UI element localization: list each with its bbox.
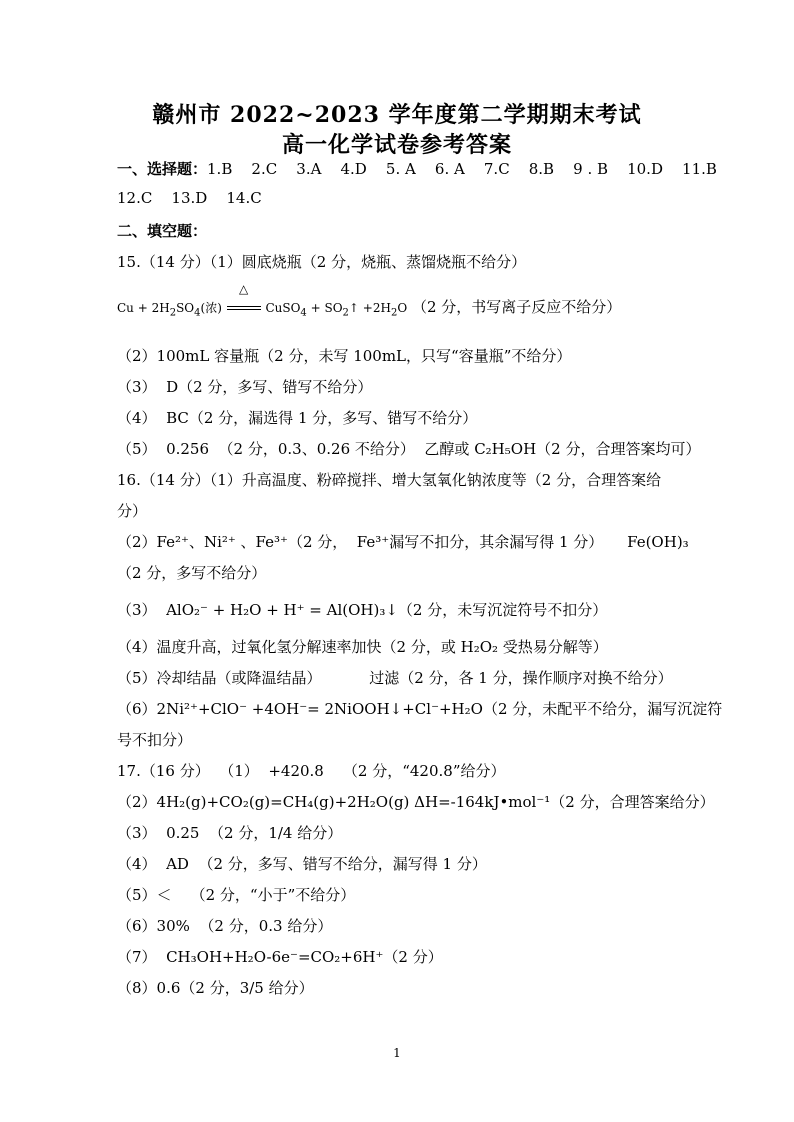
q17-line4: （4） AD （2 分，多写、错写不给分，漏写得 1 分） <box>117 855 487 873</box>
q15-eq-left: $Cu + 2H_2SO_4$(浓) <box>117 301 222 319</box>
q17-line5: （5）＜ （2 分，“小于”不给分） <box>117 886 356 904</box>
section1-heading: 一、选择题： <box>117 160 208 178</box>
q17-line2: （2）4H₂(g)+CO₂(g)=CH₄(g)+2H₂O(g) ΔH=-164kJ•mol⁻¹（2 分，合理答案给分） <box>117 793 715 811</box>
q15-line1: 15.（14 分）（1）圆底烧瓶（2 分，烧瓶、蒸馏烧瓶不给分） <box>117 253 527 271</box>
q16-line3: （3） AlO₂⁻ + H₂O + H⁺ = Al(OH)₃↓（2 分，未写沉淀符号不扣分） <box>117 601 608 619</box>
q16-line4: （4）温度升高，过氧化氢分解速率加快（2 分，或 H₂O₂ 受热易分解等） <box>117 638 608 656</box>
q15-line2: （2）100mL 容量瓶（2 分，未写 100mL，只写“容量瓶”不给分） <box>117 347 572 365</box>
q15-line5: （5） 0.256 （2 分，0.3、0.26 不给分） 乙醇或 C₂H₅OH（2 分，合理答案均可） <box>117 440 701 458</box>
section1-answers-1: 1.B 2.C 3.A 4.D 5. A 6. A 7.C 8.B 9 . B 10.D 11.B <box>207 160 717 178</box>
q15-eq-note: （2 分，书写离子反应不给分） <box>411 298 622 316</box>
q15-line3: （3） D（2 分，多写、错写不给分） <box>117 378 373 396</box>
q17-line1: 17.（16 分） （1） +420.8 （2 分，“420.8”给分） <box>117 762 506 780</box>
page-number: 1 <box>393 1046 401 1060</box>
section1-line2: 12.C 13.D 14.C <box>117 189 262 207</box>
section1-line1 <box>117 158 717 179</box>
q15-eq-right: CuSO$_4$ + $SO_2↑ +2H_2O$ <box>265 301 408 319</box>
heat-arrow: △ <box>227 298 261 316</box>
q16-line2a: （2）Fe²⁺、Ni²⁺ 、Fe³⁺（2 分， Fe³⁺漏写不扣分，其余漏写得 1 分） Fe(OH)₃ <box>117 533 689 551</box>
q16-line6b: 号不扣分） <box>117 731 193 749</box>
exam-title: 赣州市 2022~2023 学年度第二学期期末考试 <box>152 102 642 128</box>
q17-line8: （8）0.6（2 分，3/5 给分） <box>117 979 314 997</box>
q17-line7: （7） CH₃OH+H₂O-6e⁻=CO₂+6H⁺（2 分） <box>117 948 443 966</box>
q16-line5: （5）冷却结晶（或降温结晶） 过滤（2 分，各 1 分，操作顺序对换不给分） <box>117 669 673 687</box>
q16-line1b: 分） <box>117 502 148 520</box>
q17-line6: （6）30% （2 分，0.3 给分） <box>117 917 333 935</box>
section2-heading: 二、填空题： <box>117 222 208 240</box>
q15-line4: （4） BC（2 分，漏选得 1 分，多写、错写不给分） <box>117 409 478 427</box>
q16-line6a: （6）2Ni²⁺+ClO⁻ +4OH⁻= 2NiOOH↓+Cl⁻+H₂O（2 分，未配平不给分，漏写沉淀符 <box>117 700 723 718</box>
q17-line3: （3） 0.25 （2 分，1/4 给分） <box>117 824 343 842</box>
q15-equation <box>117 282 622 319</box>
q16-line2b: （2 分，多写不给分） <box>117 564 267 582</box>
exam-subtitle: 高一化学试卷参考答案 <box>281 132 512 158</box>
q16-line1a: 16.（14 分）（1）升高温度、粉碎搅拌、增大氢氧化钠浓度等（2 分，合理答案给 <box>117 471 662 489</box>
